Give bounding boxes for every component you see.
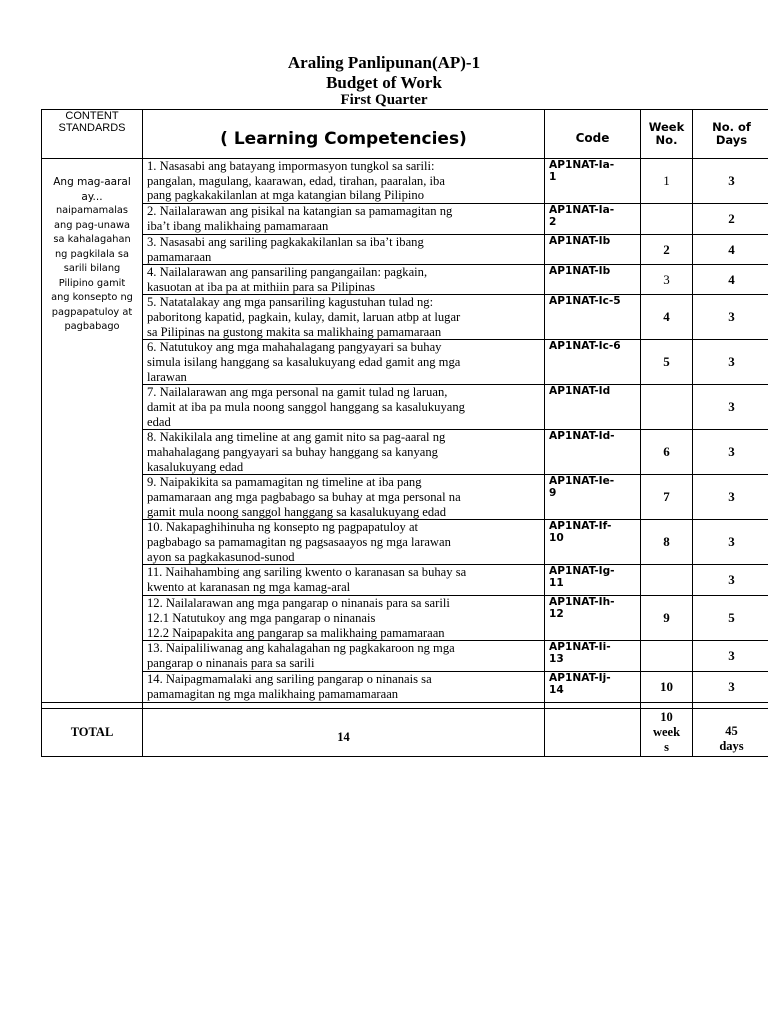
code-cell	[545, 430, 641, 475]
competency-line: kasalukuyang edad	[147, 459, 244, 474]
code-line: AP1NAT-Ib	[549, 235, 611, 247]
table-row	[42, 672, 768, 703]
competency-line: 7. Nailalarawan ang mga personal na gamit tulad ng laruan,	[147, 385, 448, 400]
days-cell: 3	[693, 475, 768, 520]
competency-line: pang pagkakakilanlan at mga katangian bilang Pilipino	[147, 188, 424, 203]
competency-line: 12.2 Naipapakita ang pangarap sa malikhaing pamamaraan	[147, 625, 445, 640]
code-line: 14	[549, 684, 564, 697]
code-cell	[545, 385, 641, 430]
table-row	[42, 475, 768, 520]
competency-line: 4. Nailalarawan ang pansariling pangangailan: pagkain,	[147, 265, 428, 280]
content-standard-line: ang pag-unawa	[54, 219, 130, 231]
competency-line: paboritong kapatid, pagkain, kulay, damit, laruan atbp at lugar	[147, 309, 461, 324]
code-line: AP1NAT-Ii-	[549, 641, 611, 654]
competency-line: pamamaraan ang mga pagbabago sa buhay at mga personal na	[147, 489, 461, 504]
week-cell: 10	[641, 672, 693, 703]
total-code-empty	[545, 709, 641, 757]
total-days	[693, 709, 768, 757]
budget-of-work-table	[41, 109, 768, 757]
competency-line: 12. Nailalarawan ang mga pangarap o ninanais para sa sarili	[147, 596, 450, 611]
competency-line: gamit mula noong sanggol hanggang sa kasalukuyang edad	[147, 504, 447, 519]
total-weeks-line: s	[664, 740, 669, 755]
document-subtitle: Budget of Work	[326, 73, 442, 92]
code-cell	[545, 596, 641, 641]
days-cell: 3	[693, 159, 768, 204]
code-line: AP1NAT-Ib	[549, 265, 611, 278]
competency-line: larawan	[147, 369, 187, 384]
code-line: AP1NAT-Ie-	[549, 475, 615, 488]
total-label: TOTAL	[42, 709, 143, 757]
week-cell: 1	[641, 159, 693, 204]
table-row	[42, 235, 768, 265]
total-weeks	[641, 709, 693, 757]
competency-cell	[143, 159, 545, 204]
competency-line: pamamaraan	[147, 249, 212, 264]
code-line: AP1NAT-Ig-	[549, 565, 615, 578]
competency-line: 1. Nasasabi ang batayang impormasyon tungkol sa sarili:	[147, 159, 435, 173]
week-cell: 4	[641, 295, 693, 340]
competency-line: 9. Naipakikita sa pamamagitan ng timeline at iba pang	[147, 475, 422, 490]
competency-line: 8. Nakikilala ang timeline at ang gamit nito sa pag-aaral ng	[147, 430, 446, 445]
code-cell	[545, 159, 641, 204]
competency-line: sa Pilipinas na gustong makita sa malikhaing pamamaraan	[147, 324, 442, 339]
competency-cell	[143, 672, 545, 703]
header-code: Code	[545, 110, 641, 159]
days-cell: 3	[693, 340, 768, 385]
competency-line: pangarap o ninanais para sa sarili	[147, 655, 315, 670]
code-line: 13	[549, 653, 564, 666]
competency-cell	[143, 596, 545, 641]
code-line: 2	[549, 216, 557, 228]
competency-line: kasuotan at iba pa at mithiin para sa Pilipinas	[147, 279, 376, 294]
week-cell	[641, 641, 693, 672]
total-weeks-line: 10	[660, 710, 673, 725]
table-row	[42, 520, 768, 565]
code-line: AP1NAT-Id	[549, 385, 611, 398]
code-line: AP1NAT-Ic-5	[549, 295, 621, 308]
total-weeks-line: week	[652, 725, 681, 740]
content-standard-line: Pilipino gamit	[58, 277, 126, 289]
content-standard-line: ng pagkilala sa	[54, 248, 130, 260]
content-standard-line: ang konsepto ng	[51, 292, 133, 303]
content-standard-line: pagbabago	[64, 321, 120, 332]
days-cell: 5	[693, 596, 768, 641]
competency-cell	[143, 265, 545, 295]
competency-cell	[143, 340, 545, 385]
days-cell: 3	[693, 520, 768, 565]
week-cell	[641, 204, 693, 235]
header-week-no: Week No.	[641, 110, 693, 159]
competency-line: 12.1 Natutukoy ang mga pangarap o ninanais	[147, 610, 376, 625]
week-cell: 6	[641, 430, 693, 475]
code-cell	[545, 565, 641, 596]
competency-line: 5. Natatalakay ang mga pansariling kagustuhan tulad ng:	[147, 295, 434, 310]
days-cell: 2	[693, 204, 768, 235]
table-row	[42, 159, 768, 204]
days-cell: 3	[693, 385, 768, 430]
code-line: AP1NAT-Id-	[549, 430, 615, 443]
code-cell	[545, 520, 641, 565]
days-cell: 3	[693, 672, 768, 703]
competency-line: 13. Naipaliliwanag ang kahalagahan ng pagkakaroon ng mga	[147, 641, 455, 656]
code-cell	[545, 672, 641, 703]
competency-line: edad	[147, 414, 171, 429]
competency-line: pamamagitan ng mga malikhaing pamamamaraan	[147, 686, 399, 701]
week-cell	[641, 385, 693, 430]
code-cell	[545, 641, 641, 672]
table-row	[42, 265, 768, 295]
competency-cell	[143, 204, 545, 235]
code-line: 10	[549, 532, 564, 545]
table-row	[42, 295, 768, 340]
code-line: 1	[549, 171, 557, 183]
table-row	[42, 596, 768, 641]
competency-cell	[143, 430, 545, 475]
competency-line: 3. Nasasabi ang sariling pagkakakilanlan sa iba’t ibang	[147, 235, 424, 249]
total-days-line: 45	[725, 724, 738, 739]
content-standard-lead: Ang mag-aaral	[53, 176, 131, 188]
quarter-label: First Quarter	[340, 92, 428, 108]
week-cell: 8	[641, 520, 693, 565]
days-cell: 3	[693, 430, 768, 475]
content-standard-line: sarili bilang	[63, 263, 121, 274]
week-cell: 2	[641, 235, 693, 265]
code-line: AP1NAT-Ia-	[549, 204, 615, 216]
days-cell: 3	[693, 641, 768, 672]
code-cell	[545, 340, 641, 385]
competency-line: 10. Nakapaghihinuha ng konsepto ng pagpapatuloy at	[147, 520, 419, 535]
content-standard-line: sa kahalagahan	[53, 234, 131, 245]
total-competencies: 14	[143, 709, 545, 757]
competency-line: iba’t ibang malikhaing pamamaraan	[147, 218, 329, 233]
code-line: AP1NAT-Ia-	[549, 159, 615, 171]
days-cell: 4	[693, 265, 768, 295]
competency-cell	[143, 295, 545, 340]
header-content-standards: CONTENT STANDARDS	[42, 110, 143, 159]
competency-cell	[143, 641, 545, 672]
code-cell	[545, 235, 641, 265]
competency-cell	[143, 520, 545, 565]
competency-line: pagbabago sa pamamagitan ng pagsasaayos ng mga larawan	[147, 534, 451, 549]
table-row	[42, 204, 768, 235]
days-cell: 3	[693, 295, 768, 340]
code-cell	[545, 295, 641, 340]
document-title: Araling Panlipunan(AP)-1	[287, 53, 481, 72]
table-row	[42, 430, 768, 475]
week-cell: 5	[641, 340, 693, 385]
competency-line: mahahalagang pangyayari sa buhay hanggang sa kanyang	[147, 444, 438, 459]
competency-line: 14. Naipagmamalaki ang sariling pangarap o ninanais sa	[147, 672, 432, 687]
total-days-line: days	[719, 739, 744, 754]
competency-line: 11. Naihahambing ang sariling kwento o karanasan sa buhay sa	[147, 565, 467, 580]
table-row	[42, 641, 768, 672]
competency-cell	[143, 475, 545, 520]
competency-line: simula isilang hanggang sa kasalukuyang edad gamit ang mga	[147, 354, 461, 369]
competency-line: 6. Natutukoy ang mga mahahalagang pangyayari sa buhay	[147, 340, 442, 355]
days-cell: 3	[693, 565, 768, 596]
code-line: AP1NAT-Ic-6	[549, 340, 621, 353]
table-row	[42, 340, 768, 385]
content-standard-line: pagpapatuloy at	[51, 306, 133, 318]
header-no-of-days: No. of Days	[693, 110, 768, 159]
code-line: 9	[549, 487, 557, 500]
table-row	[42, 565, 768, 596]
week-cell: 9	[641, 596, 693, 641]
competency-cell	[143, 565, 545, 596]
competency-cell	[143, 235, 545, 265]
content-standard-cell	[42, 159, 143, 703]
competency-line: pangalan, magulang, kaarawan, edad, tirahan, paaralan, iba	[147, 173, 445, 188]
competency-line: ayon sa pagkakasunod-sunod	[147, 549, 295, 564]
code-cell	[545, 204, 641, 235]
content-standard-line: naipamamalas	[55, 205, 129, 216]
days-cell: 4	[693, 235, 768, 265]
week-cell	[641, 565, 693, 596]
code-line: AP1NAT-If-	[549, 520, 612, 533]
header-learning-competencies: ( Learning Competencies)	[143, 110, 545, 159]
competency-line: 2. Nailalarawan ang pisikal na katangian sa pamamagitan ng	[147, 204, 453, 218]
code-line: 12	[549, 608, 564, 621]
competency-line: kwento at karanasan ng mga kamag-aral	[147, 579, 351, 594]
week-cell: 7	[641, 475, 693, 520]
table-header-row	[42, 110, 768, 159]
table-row	[42, 385, 768, 430]
code-cell	[545, 265, 641, 295]
total-row	[42, 709, 768, 757]
competency-line: damit at iba pa mula noong sanggol hanggang sa kasalukuyang	[147, 399, 465, 414]
code-line: 11	[549, 577, 564, 590]
content-standard-lead: ay...	[81, 190, 103, 203]
week-cell: 3	[641, 265, 693, 295]
code-line: AP1NAT-Ih-	[549, 596, 615, 609]
code-cell	[545, 475, 641, 520]
code-line: AP1NAT-Ij-	[549, 672, 611, 685]
competency-cell	[143, 385, 545, 430]
